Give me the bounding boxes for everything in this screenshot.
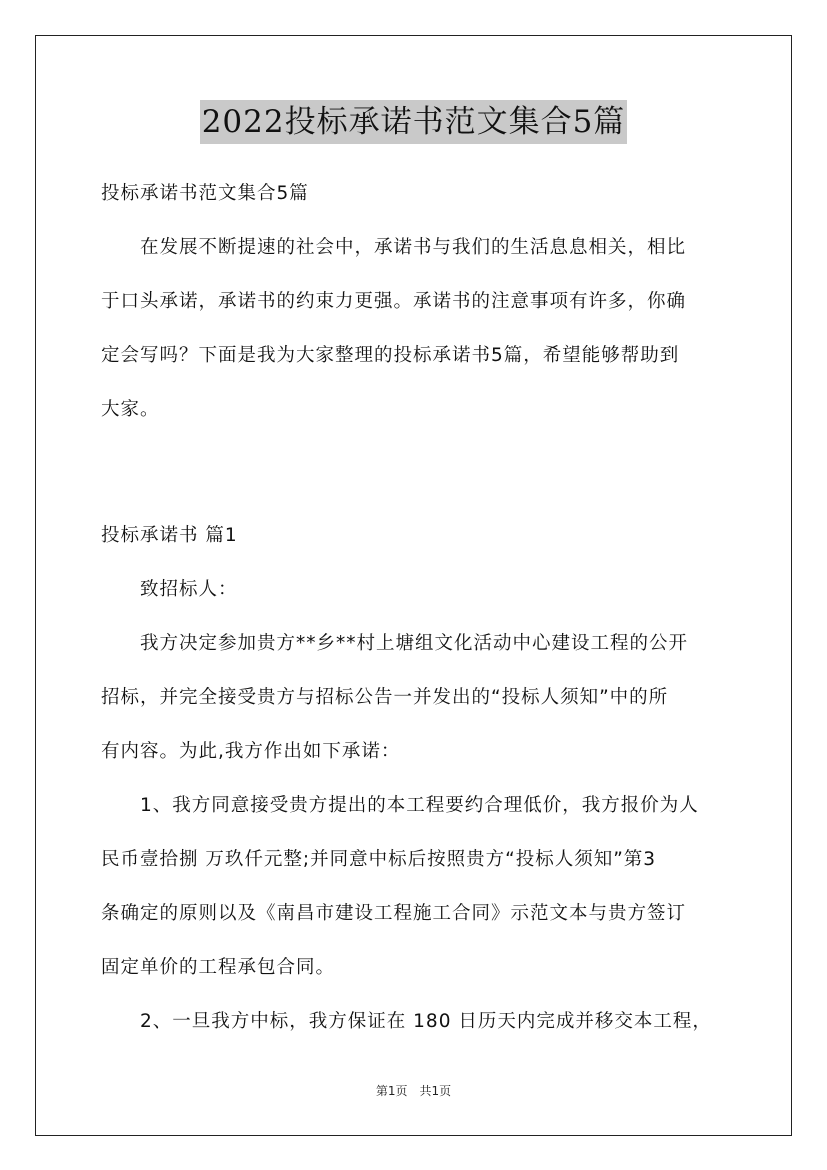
spacer xyxy=(101,824,731,842)
page-number: 第1页 共1页 xyxy=(375,1084,452,1098)
spacer xyxy=(101,608,731,626)
title-wrap xyxy=(0,100,827,144)
spacer xyxy=(101,320,731,338)
section-spacer xyxy=(101,428,731,518)
spacer xyxy=(101,374,731,392)
item-line: 1、我方同意接受贵方提出的本工程要约合理低价，我方报价为人 xyxy=(101,795,699,816)
paragraph-line: 招标，并完全接受贵方与招标公告一并发出的“投标人须知”中的所 xyxy=(101,687,669,708)
page-footer xyxy=(0,1082,827,1099)
document-body xyxy=(101,176,731,1040)
item-line: 固定单价的工程承包合同。 xyxy=(101,957,336,978)
section-heading: 投标承诺书 篇1 xyxy=(101,525,238,546)
document-title: 2022投标承诺书范文集合5篇 xyxy=(200,100,628,144)
paragraph-line: 我方决定参加贵方**乡**村上塘组文化活动中心建设工程的公开 xyxy=(101,633,689,654)
spacer xyxy=(101,662,731,680)
spacer xyxy=(101,716,731,734)
intro-line: 于口头承诺，承诺书的约束力更强。承诺书的注意事项有许多，你确 xyxy=(101,291,687,312)
salutation: 致招标人： xyxy=(101,579,238,600)
item-line: 2、一旦我方中标，我方保证在 180 日历天内完成并移交本工程， xyxy=(101,1011,712,1032)
spacer xyxy=(101,932,731,950)
spacer xyxy=(101,554,731,572)
paragraph-line: 有内容。为此,我方作出如下承诺： xyxy=(101,741,401,762)
spacer xyxy=(101,770,731,788)
subtitle: 投标承诺书范文集合5篇 xyxy=(101,183,309,204)
intro-line: 大家。 xyxy=(101,399,160,420)
spacer xyxy=(101,986,731,1004)
spacer xyxy=(101,212,731,230)
intro-line: 定会写吗？下面是我为大家整理的投标承诺书5篇，希望能够帮助到 xyxy=(101,345,680,366)
spacer xyxy=(101,878,731,896)
spacer xyxy=(101,266,731,284)
intro-line: 在发展不断提速的社会中，承诺书与我们的生活息息相关，相比 xyxy=(101,237,687,258)
item-line: 条确定的原则以及《南昌市建设工程施工合同》示范文本与贵方签订 xyxy=(101,903,687,924)
item-line: 民币壹拾捌 万玖仟元整;并同意中标后按照贵方“投标人须知”第3 xyxy=(101,849,657,870)
